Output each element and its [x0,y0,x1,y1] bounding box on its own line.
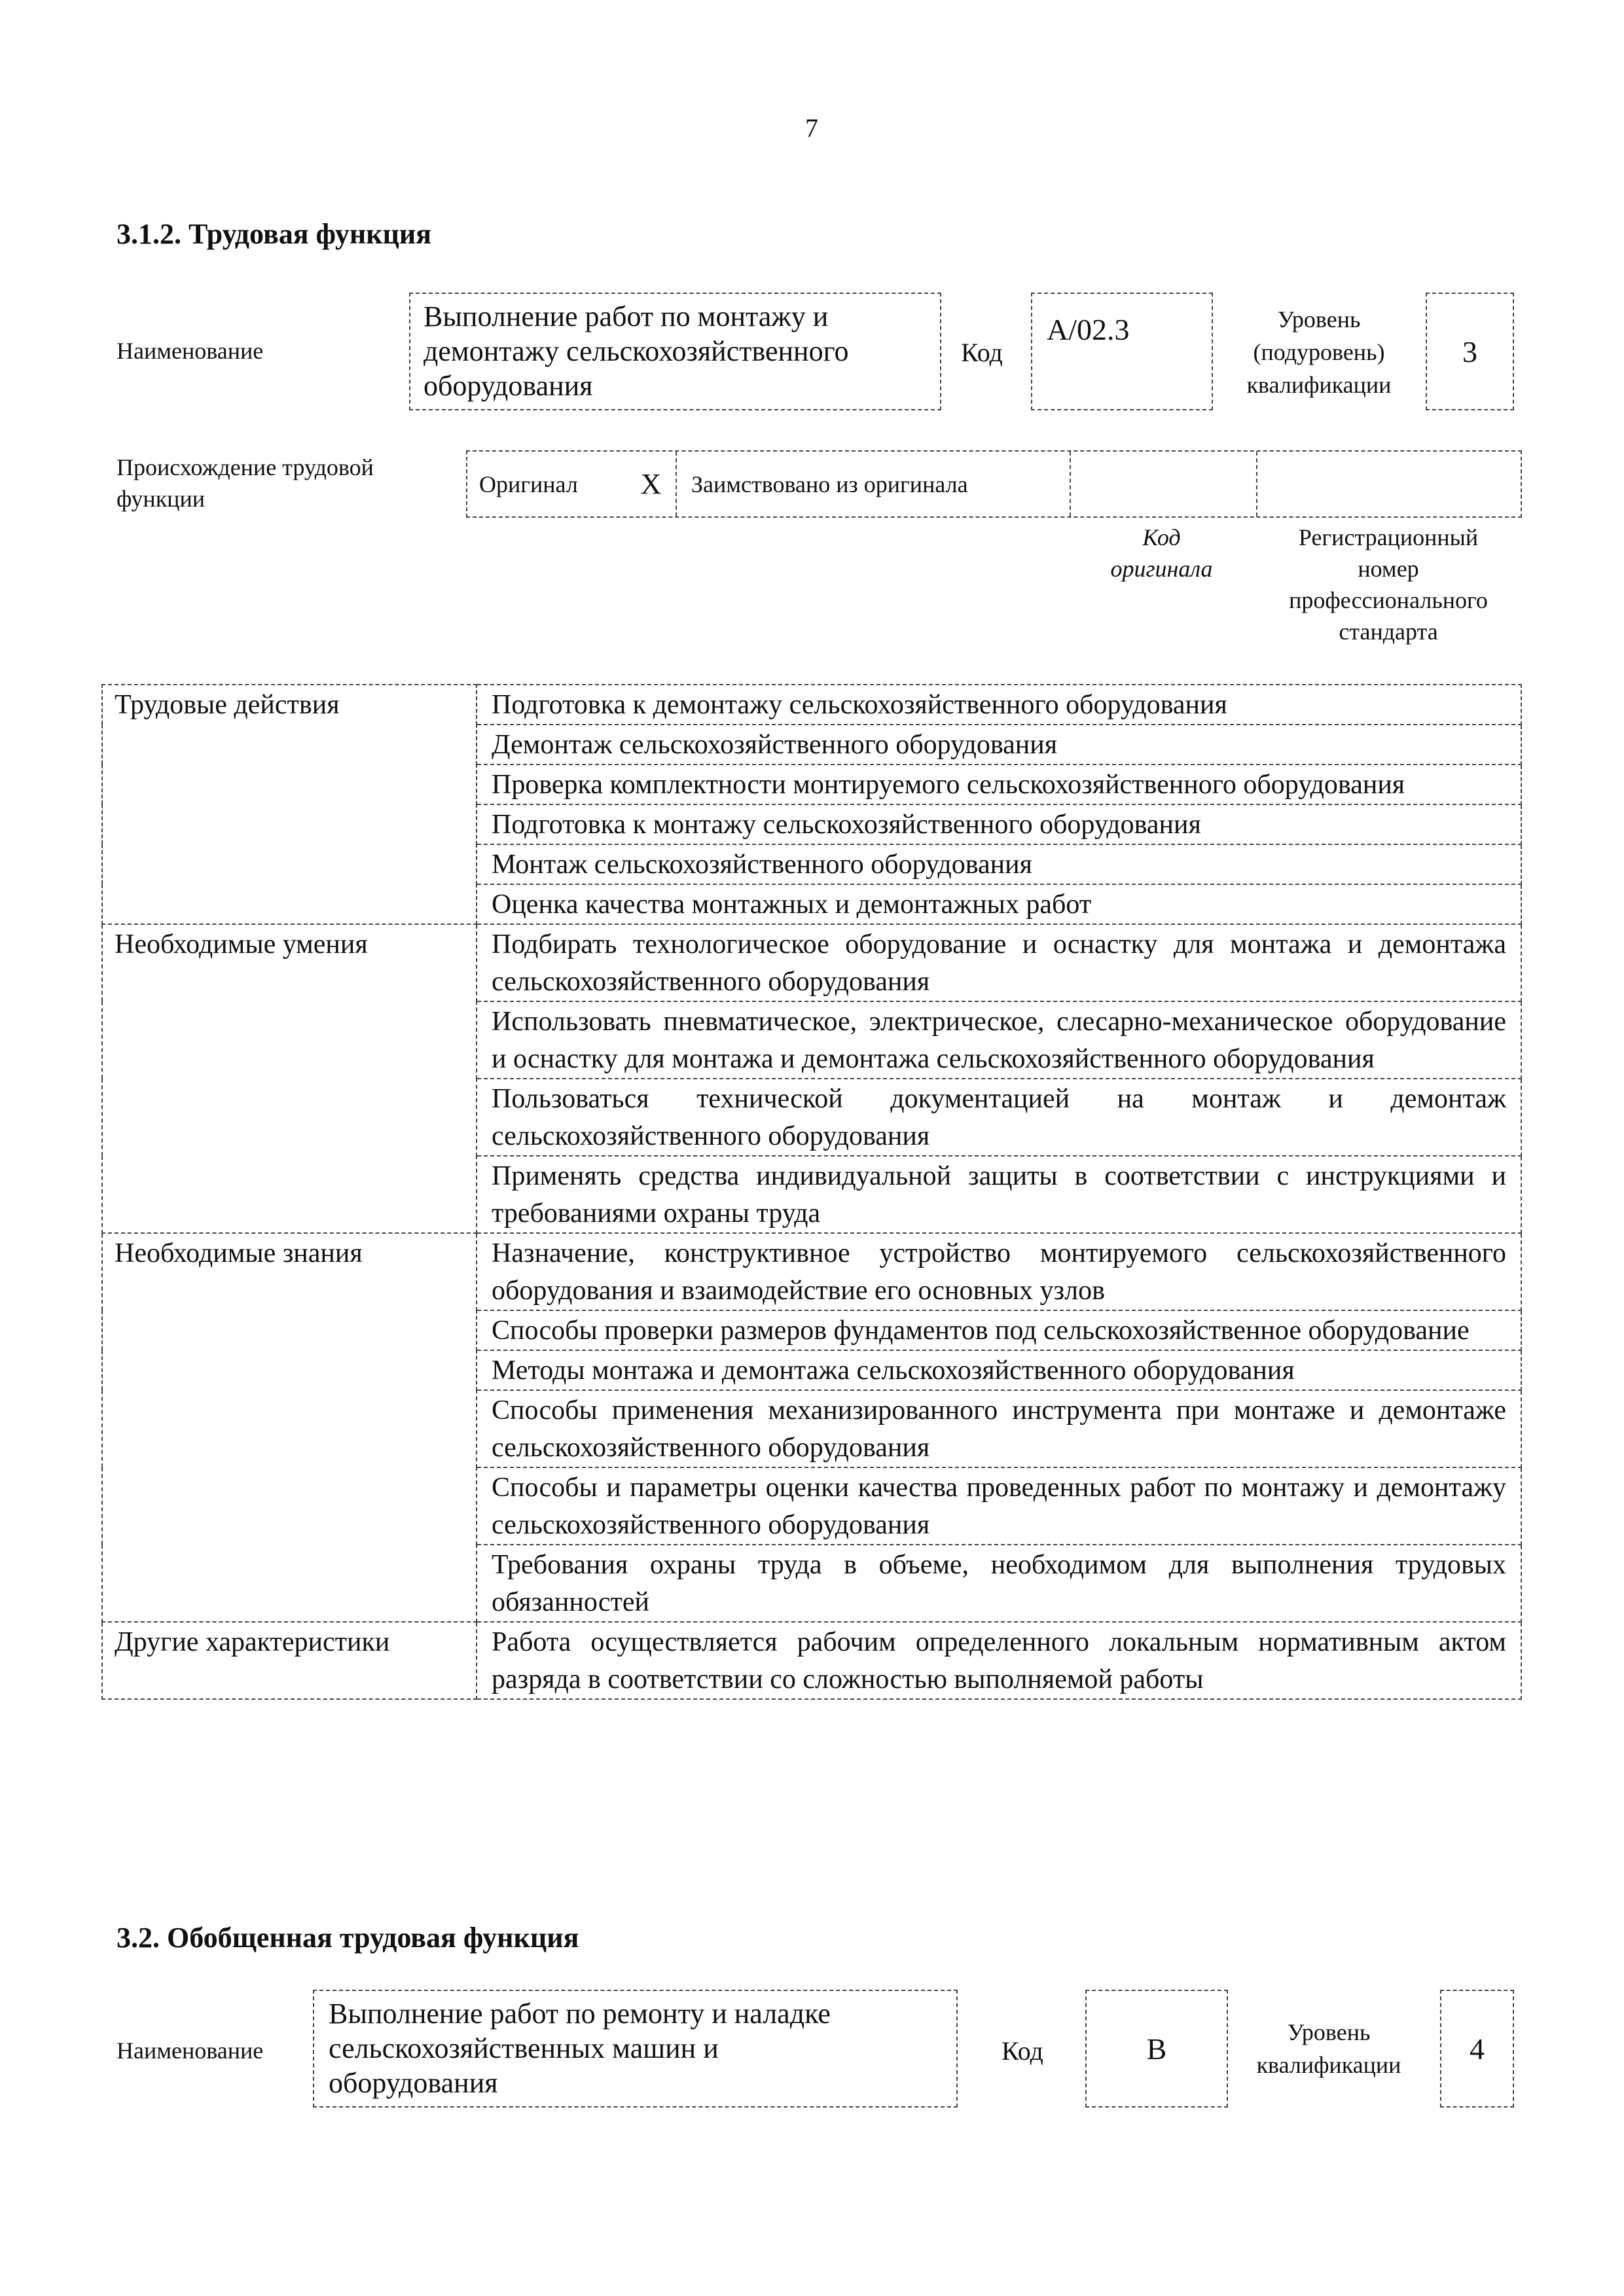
generalized-name-line-2: сельскохозяйственных машин и [329,2032,719,2064]
original-code-caption-line-2: оригинала [1110,556,1213,582]
original-label: Оригинал [479,471,578,497]
original-code-caption-line-1: Код [1142,524,1181,550]
level-label-2-line-1: Уровень [1287,2019,1371,2045]
item-cell: Проверка комплектности монтируемого сельскохозяйственного оборудования [477,764,1521,804]
page-number: 7 [805,113,818,143]
generalized-name-line-3: оборудования [329,2067,498,2099]
item-cell: Оценка качества монтажных и демонтажных работ [477,884,1521,924]
reg-number-caption-line-2: номер [1358,556,1419,582]
level-value-2: 4 [1470,2032,1485,2066]
level-label-2 [1237,2016,1420,2081]
item-cell: Требования охраны труда в объеме, необходимом для выполнения трудовых обязанностей [477,1545,1521,1622]
generalized-name-line-1: Выполнение работ по ремонту и наладке [329,1998,831,2030]
level-label-line-2: (подуровень) [1253,339,1385,365]
function-name-line-2: демонтажу сельскохозяйственного [424,335,849,367]
reg-number-caption-line-3: профессионального [1289,587,1488,613]
code-value-2: В [1146,2032,1167,2066]
category-cell: Необходимые умения [102,924,477,1233]
reg-number-caption [1255,522,1522,647]
borrowed-label: Заимствовано из оригинала [676,452,1070,516]
name-label: Наименование [117,338,264,364]
name-label-2: Наименование [117,2037,264,2064]
category-cell: Другие характеристики [102,1622,477,1699]
table-row [102,924,1521,1001]
item-cell: Демонтаж сельскохозяйственного оборудования [477,725,1521,764]
function-name-line-3: оборудования [424,370,593,402]
level-value: 3 [1462,334,1477,368]
level-label [1221,303,1417,401]
level-label-2-line-2: квалификации [1256,2052,1401,2078]
item-cell: Подбирать технологическое оборудование и оснастку для монтажа и демонтажа сельскохозяйственного оборудования [477,924,1521,1001]
level-label-line-3: квалификации [1246,372,1392,398]
section-heading-3-2: 3.2. Обобщенная трудовая функция [117,1922,579,1954]
reg-number-caption-line-1: Регистрационный [1298,524,1479,550]
table-row [102,1233,1521,1310]
code-box [1031,293,1213,410]
item-cell: Способы применения механизированного инструмента при монтаже и демонтаже сельскохозяйственного оборудования [477,1390,1521,1467]
category-cell: Трудовые действия [102,685,477,924]
original-mark: X [640,468,662,500]
level-label-line-1: Уровень [1277,306,1361,332]
origin-label-line-2: функции [117,486,205,512]
item-cell: Методы монтажа и демонтажа сельскохозяйственного оборудования [477,1350,1521,1390]
function-name-box [409,293,941,410]
item-cell: Способы и параметры оценки качества проведенных работ по монтажу и демонтажу сельскохозяйственного оборудования [477,1467,1521,1545]
original-code-cell [1070,452,1256,516]
level-box-2 [1440,1990,1514,2108]
item-cell: Подготовка к монтажу сельскохозяйственного оборудования [477,804,1521,844]
level-box [1426,293,1514,410]
code-value: А/02.3 [1047,313,1130,346]
item-cell: Подготовка к демонтажу сельскохозяйственного оборудования [477,685,1521,725]
labor-function-table [101,684,1522,1700]
reg-number-caption-line-4: стандарта [1339,619,1438,645]
origin-row [466,450,1522,518]
original-code-caption [1068,522,1255,584]
table-row [102,685,1521,725]
item-cell: Назначение, конструктивное устройство монтируемого сельскохозяйственного оборудования и взаимодействие его основных узлов [477,1233,1521,1310]
item-cell: Применять средства индивидуальной защиты в соответствии с инструкциями и требованиями охраны труда [477,1156,1521,1233]
item-cell: Способы проверки размеров фундаментов под сельскохозяйственное оборудование [477,1310,1521,1350]
code-box-2 [1085,1990,1228,2108]
item-cell: Пользоваться технической документацией на монтаж и демонтаж сельскохозяйственного оборудования [477,1079,1521,1156]
function-name-line-1: Выполнение работ по монтажу и [424,300,829,332]
code-label-2: Код [1001,2036,1043,2066]
table-row [102,1622,1521,1699]
section-heading-3-1-2: 3.1.2. Трудовая функция [117,218,432,250]
category-cell: Необходимые знания [102,1233,477,1622]
origin-label [117,452,374,514]
item-cell: Использовать пневматическое, электрическое, слесарно-механическое оборудование и оснастку для монтажа и демонтажа сельскохозяйственного оборудования [477,1001,1521,1079]
reg-number-cell [1256,452,1521,516]
item-cell: Работа осуществляется рабочим определенного локальным нормативным актом разряда в соответствии со сложностью выполняемой работы [477,1622,1521,1699]
origin-label-line-1: Происхождение трудовой [117,454,374,480]
generalized-function-name-box [313,1990,958,2108]
code-label: Код [961,338,1003,367]
item-cell: Монтаж сельскохозяйственного оборудования [477,844,1521,884]
